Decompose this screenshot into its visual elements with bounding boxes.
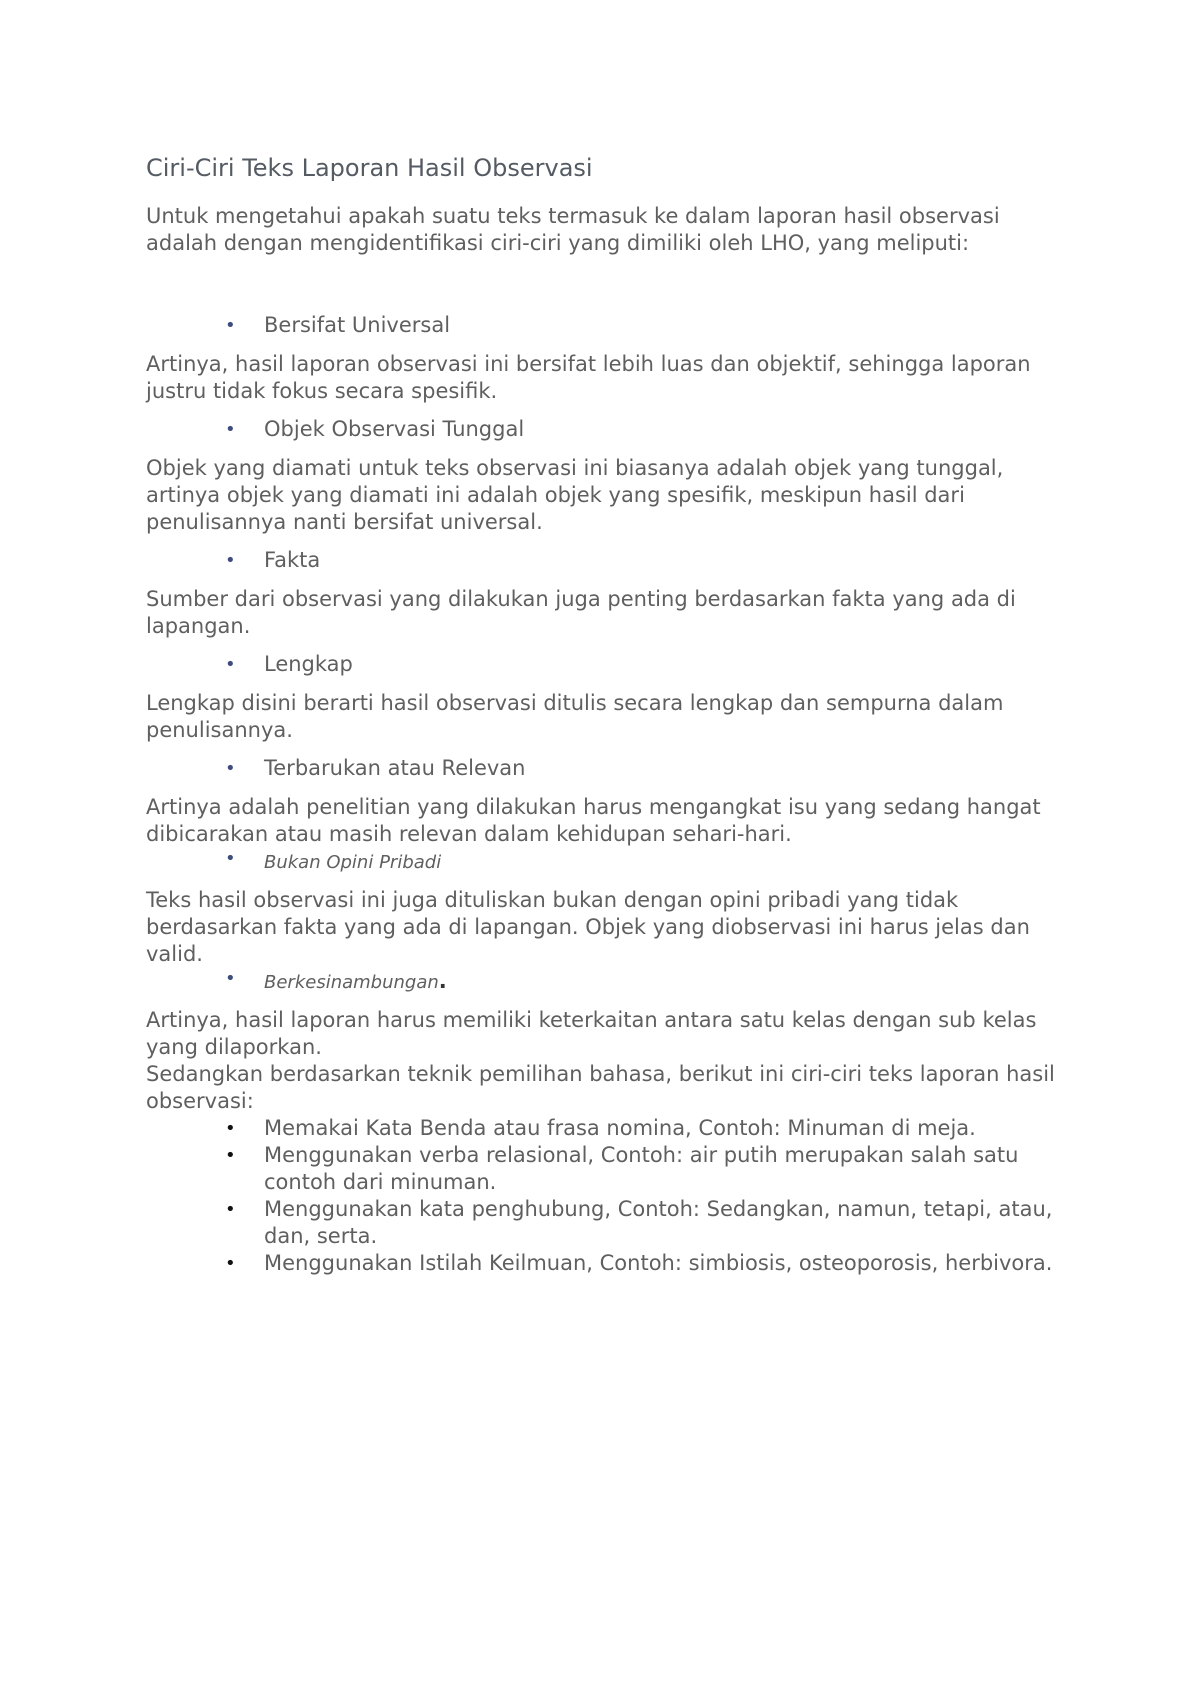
- feature-bullet-objek-tunggal: [146, 416, 1071, 443]
- bullet-icon: •: [225, 314, 236, 336]
- feature-bullet-universal: [146, 312, 1071, 339]
- feature-label: Lengkap: [264, 651, 353, 676]
- bullet-icon: •: [225, 1198, 236, 1220]
- feature-label: Objek Observasi Tunggal: [264, 416, 525, 441]
- document-title: Ciri-Ciri Teks Laporan Hasil Observasi: [146, 154, 593, 182]
- document-content: [146, 154, 1071, 1277]
- language-feature-list: [146, 1115, 1071, 1277]
- list-item: [146, 1142, 1071, 1196]
- bullet-icon: •: [225, 418, 236, 440]
- language-intro-paragraph: Sedangkan berdasarkan teknik pemilihan bahasa, berikut ini ciri-ciri teks laporan hasil observasi:: [146, 1061, 1055, 1113]
- feature-description: Artinya adalah penelitian yang dilakukan harus mengangkat isu yang sedang hangat dibicarakan atau masih relevan dalam kehidupan sehari-hari.: [146, 794, 1041, 846]
- feature-label: Berkesinambungan: [264, 971, 439, 993]
- feature-description: Artinya, hasil laporan harus memiliki keterkaitan antara satu kelas dengan sub kelas yang dilaporkan.: [146, 1007, 1037, 1059]
- feature-description: Objek yang diamati untuk teks observasi ini biasanya adalah objek yang tunggal, artinya objek yang diamati ini adalah objek yang spesifik, meskipun hasil dari penulisannya nanti bersifat universal.: [146, 455, 1004, 534]
- list-item: [146, 1196, 1071, 1250]
- feature-bullet-fakta: [146, 547, 1071, 574]
- feature-bullet-lengkap: [146, 651, 1071, 678]
- feature-label: Fakta: [264, 547, 321, 572]
- list-item: [146, 1115, 1071, 1142]
- list-item-text: Menggunakan verba relasional, Contoh: air putih merupakan salah satu contoh dari minuman.: [264, 1142, 1019, 1194]
- bullet-icon: •: [225, 1144, 236, 1166]
- list-item-text: Memakai Kata Benda atau frasa nomina, Contoh: Minuman di meja.: [264, 1115, 976, 1140]
- feature-bullet-relevan: [146, 755, 1071, 782]
- list-item-text: Menggunakan Istilah Keilmuan, Contoh: simbiosis, osteoporosis, herbivora.: [264, 1250, 1053, 1275]
- bullet-icon: •: [225, 549, 236, 571]
- feature-description: Artinya, hasil laporan observasi ini bersifat lebih luas dan objektif, sehingga laporan justru tidak fokus secara spesifik.: [146, 351, 1031, 403]
- feature-description: Teks hasil observasi ini juga dituliskan bukan dengan opini pribadi yang tidak berdasarkan fakta yang ada di lapangan. Objek yang diobservasi ini harus jelas dan valid.: [146, 887, 1030, 966]
- bullet-icon: •: [225, 653, 236, 675]
- bullet-icon: •: [225, 967, 236, 989]
- bullet-icon: •: [225, 847, 236, 869]
- feature-description: Lengkap disini berarti hasil observasi ditulis secara lengkap dan sempurna dalam penulisannya.: [146, 690, 1004, 742]
- list-item-text: Menggunakan kata penghubung, Contoh: Sedangkan, namun, tetapi, atau, dan, serta.: [264, 1196, 1053, 1248]
- feature-label: Bersifat Universal: [264, 312, 451, 337]
- bullet-icon: •: [225, 757, 236, 779]
- intro-paragraph: Untuk mengetahui apakah suatu teks termasuk ke dalam laporan hasil observasi adalah dengan mengidentifikasi ciri-ciri yang dimiliki oleh LHO, yang meliputi:: [146, 203, 1000, 255]
- feature-label-suffix: .: [438, 968, 447, 993]
- feature-bullet-berkesinambungan: [146, 967, 1071, 994]
- bullet-icon: •: [225, 1252, 236, 1274]
- feature-label: Bukan Opini Pribadi: [264, 851, 442, 873]
- feature-description: Sumber dari observasi yang dilakukan juga penting berdasarkan fakta yang ada di lapangan.: [146, 586, 1016, 638]
- feature-label: Terbarukan atau Relevan: [264, 755, 526, 780]
- bullet-icon: •: [225, 1117, 236, 1139]
- list-item: [146, 1250, 1071, 1277]
- feature-bullet-bukan-opini: [146, 847, 1071, 874]
